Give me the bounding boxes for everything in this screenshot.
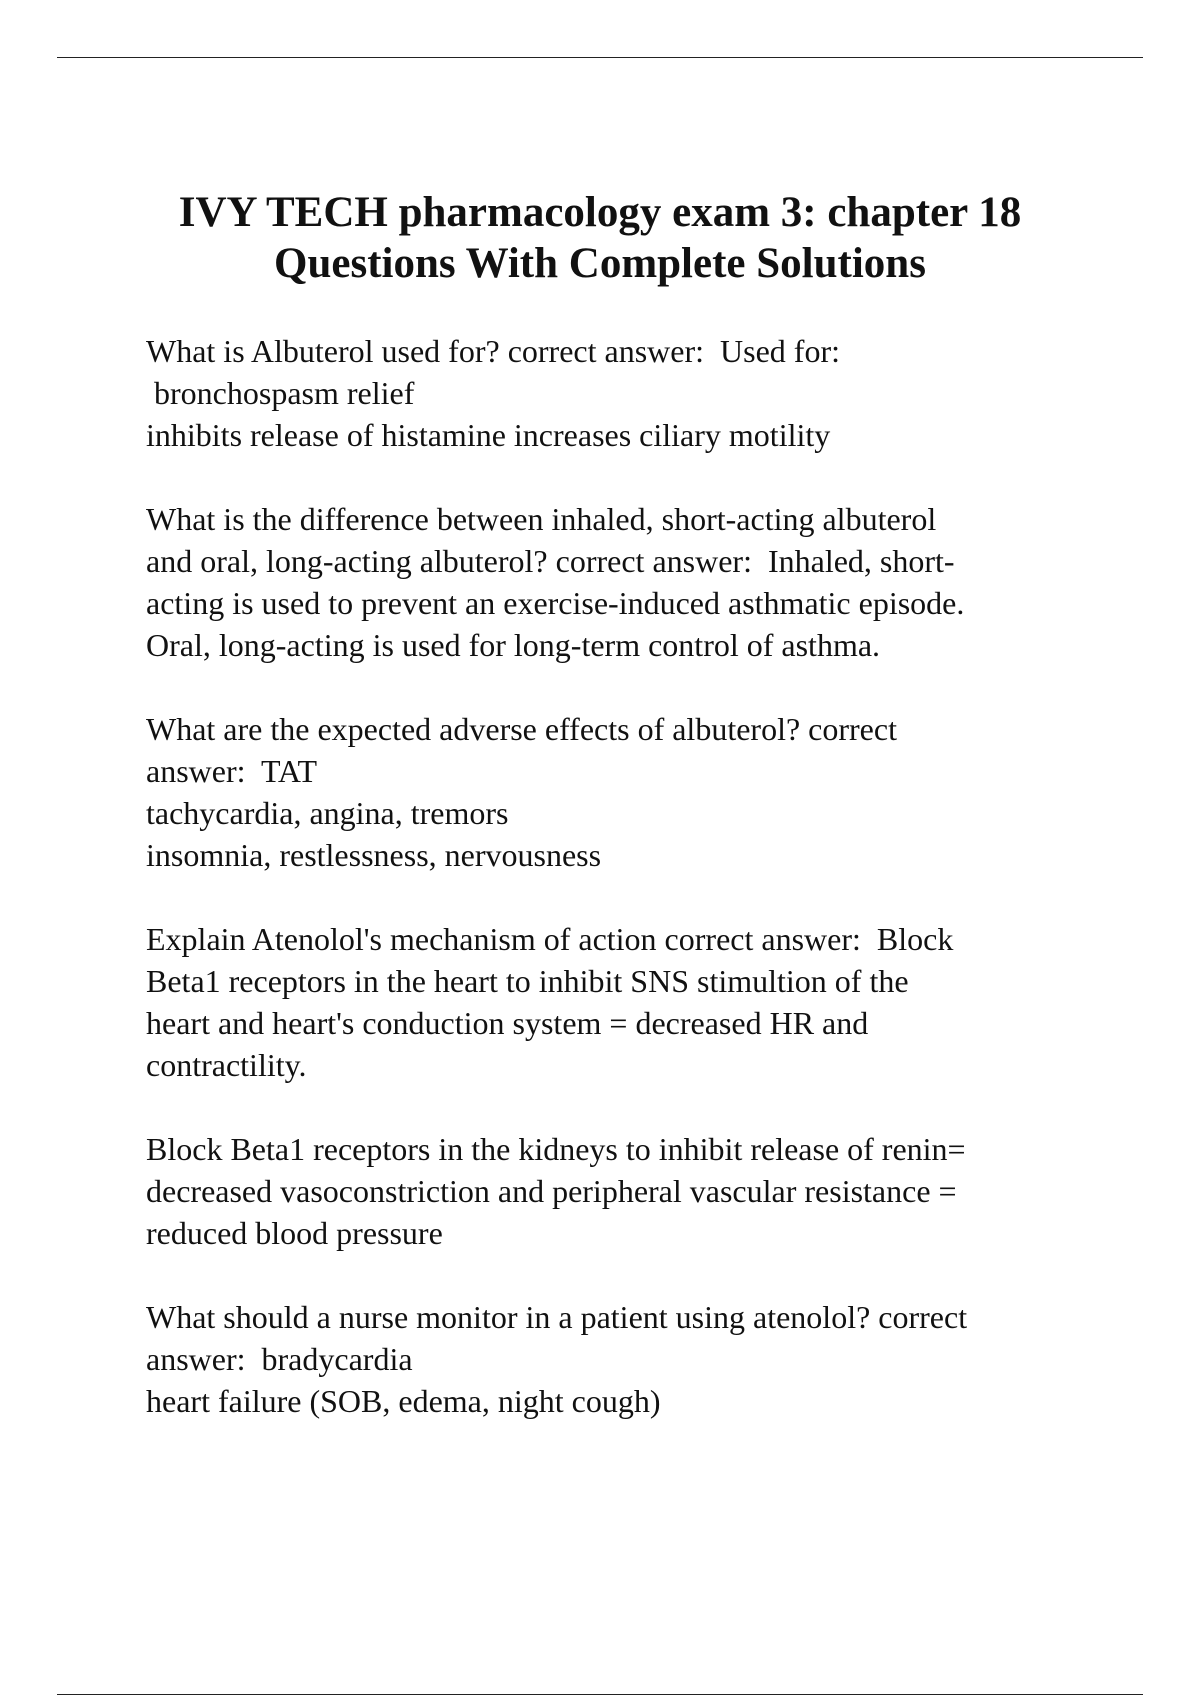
- text-line: insomnia, restlessness, nervousness: [146, 837, 602, 873]
- document-title: [57, 187, 1143, 289]
- text-line: answer: bradycardia: [146, 1341, 413, 1377]
- qa-albuterol-use: [146, 330, 1146, 456]
- title-line-2: Questions With Complete Solutions: [274, 240, 926, 287]
- text-line: What are the expected adverse effects of albuterol? correct: [146, 711, 897, 747]
- text-line: What is Albuterol used for? correct answer: Used for:: [146, 333, 840, 369]
- text-line: decreased vasoconstriction and peripheral vascular resistance =: [146, 1173, 957, 1209]
- text-line: Block Beta1 receptors in the kidneys to inhibit release of renin=: [146, 1131, 966, 1167]
- atenolol-kidney-mechanism: [146, 1128, 1146, 1254]
- text-line: inhibits release of histamine increases ciliary motility: [146, 417, 831, 453]
- qa-albuterol-difference: [146, 498, 1146, 666]
- title-line-1: IVY TECH pharmacology exam 3: chapter 18: [178, 189, 1022, 236]
- document-body: [146, 330, 1146, 1464]
- text-line: bronchospasm relief: [146, 375, 415, 411]
- qa-albuterol-adverse-effects: [146, 708, 1146, 876]
- qa-atenolol-mechanism: [146, 918, 1146, 1086]
- text-line: heart failure (SOB, edema, night cough): [146, 1383, 661, 1419]
- bottom-rule: [57, 1694, 1143, 1695]
- qa-atenolol-monitoring: [146, 1296, 1146, 1422]
- text-line: acting is used to prevent an exercise-induced asthmatic episode.: [146, 585, 965, 621]
- text-line: What is the difference between inhaled, short-acting albuterol: [146, 501, 937, 537]
- text-line: and oral, long-acting albuterol? correct answer: Inhaled, short-: [146, 543, 955, 579]
- text-line: Oral, long-acting is used for long-term control of asthma.: [146, 627, 881, 663]
- text-line: heart and heart's conduction system = decreased HR and: [146, 1005, 869, 1041]
- text-line: Beta1 receptors in the heart to inhibit SNS stimultion of the: [146, 963, 909, 999]
- text-line: What should a nurse monitor in a patient using atenolol? correct: [146, 1299, 968, 1335]
- text-line: Explain Atenolol's mechanism of action correct answer: Block: [146, 921, 954, 957]
- top-rule: [57, 57, 1143, 58]
- text-line: reduced blood pressure: [146, 1215, 443, 1251]
- text-line: contractility.: [146, 1047, 307, 1083]
- text-line: tachycardia, angina, tremors: [146, 795, 509, 831]
- text-line: answer: TAT: [146, 753, 318, 789]
